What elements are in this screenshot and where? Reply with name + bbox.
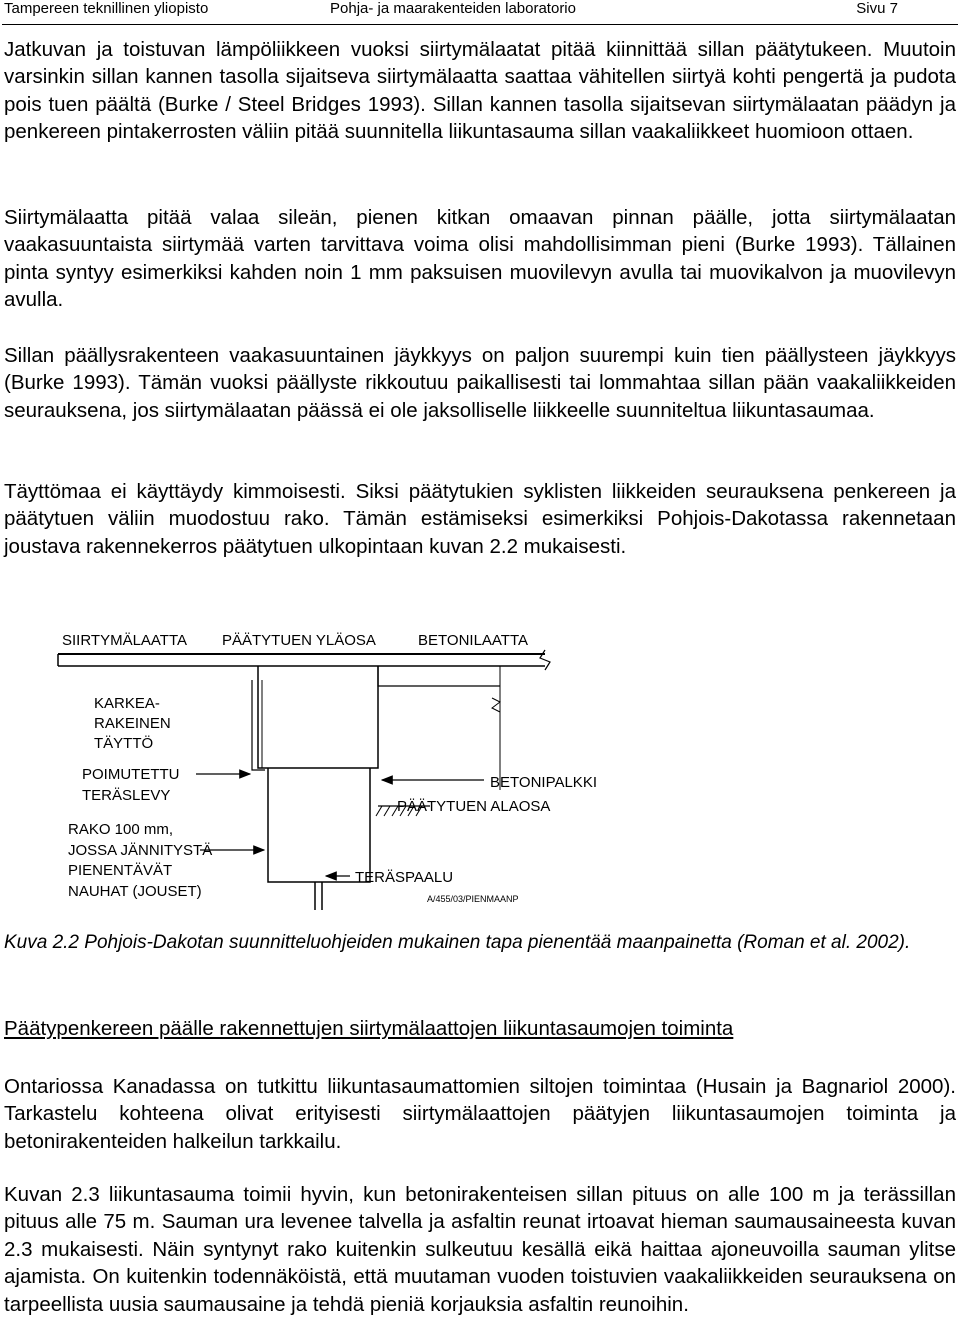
header-laboratory: Pohja- ja maarakenteiden laboratorio	[330, 0, 576, 17]
label-terasspaalu: TERÄSPAALU	[355, 869, 454, 886]
section-title: Päätypenkereen päälle rakennettujen siirtymälaattojen liikuntasaumojen toiminta	[4, 1017, 734, 1040]
figure-2-2-diagram	[0, 620, 960, 910]
label-rako-1: RAKO 100 mm,	[68, 821, 174, 838]
paragraph-2: Siirtymälaatta pitää valaa sileän, pienen kitkan omaavan pinnan päälle, jotta siirtymälaatan vaakasuuntaista siirtymää varten tarvittava voima olisi mahdollisimman pieni (Burke 1993). Tällainen pinta syntyy esimerkiksi kahden noin 1 mm paksuisen muovilevyn avulla tai muovikalvon ja muovilevyn avulla.	[4, 206, 956, 312]
abutment-diagram	[0, 620, 960, 910]
label-rako-4: NAUHAT (JOUSET)	[68, 883, 202, 900]
paragraph-6: Kuvan 2.3 liikuntasauma toimii hyvin, kun betonirakenteisen sillan pituus on alle 100 m ja terässillan pituus alle 75 m. Sauman ura levenee talvella ja asfaltin reunat irtoavat hieman saumausaineesta kuvan 2.3 mukaisesti. Näin syntynyt rako kuitenkin sulkeutuu kesällä eikä haittaa ajoneuvoilla sauman ylitse ajamista. On kuitenkin todennäköistä, että muutaman vuoden toistuvien vaakaliikkeiden seurauksena on tarpeellista uusia saumausaine ja tehdä pieniä korjauksia asfaltin reunoihin.	[4, 1183, 956, 1316]
label-paatytuen-alaosa: PÄÄTYTUEN ALAOSA	[397, 798, 551, 815]
label-siirtymalaatta: SIIRTYMÄLAATTA	[62, 632, 188, 649]
label-poimutettu-2: TERÄSLEVY	[82, 787, 171, 804]
paragraph-1: Jatkuvan ja toistuvan lämpöliikkeen vuoksi siirtymälaatat pitää kiinnittää sillan päätytukeen. Muutoin varsinkin sillan kannen tasolla sijaitseva siirtymälaatta saattaa vähitellen siirtyä kohti pengertä ja pudota pois tuen päältä (Burke / Steel Bridges 1993). Sillan kannen tasolla sijaitsevan siirtymälaatan päädyn ja penkereen pintakerrosten väliin pitää suunnitella liikuntasauma sillan vaakaliikkeet huomioon ottaen.	[4, 38, 956, 144]
label-paatytuen-ylaosa: PÄÄTYTUEN YLÄOSA	[222, 632, 376, 649]
abutment-upper	[258, 666, 378, 768]
figure-caption: Kuva 2.2 Pohjois-Dakotan suunnitteluohjeiden mukainen tapa pienentää maanpainetta (Roman et al. 2002).	[4, 932, 911, 953]
concrete-beam	[378, 666, 500, 686]
header-university: Tampereen teknillinen yliopisto	[4, 0, 209, 17]
header-page-number: Sivu 7	[856, 0, 898, 17]
label-betonipalkki: BETONIPALKKI	[490, 774, 597, 791]
figure-code: A/455/03/PIENMAANP	[427, 894, 519, 904]
label-betonilaatta: BETONILAATTA	[418, 632, 529, 649]
page-header	[0, 0, 960, 22]
label-karkea-1: KARKEA-	[94, 695, 160, 712]
label-rako-2: JOSSA JÄNNITYSTÄ	[68, 842, 213, 859]
abutment-lower	[268, 768, 370, 882]
label-rako-3: PIENENTÄVÄT	[68, 862, 173, 879]
paragraph-4: Täyttömaa ei käyttäydy kimmoisesti. Siksi päätytukien syklisten liikkeiden seurauksena penkereen ja päätytuen väliin muodostuu rako. Tämän estämiseksi esimerkiksi Pohjois-Dakotassa rakennetaan joustava rakennekerros päätytuen ulkopintaan kuvan 2.2 mukaisesti.	[4, 480, 956, 558]
paragraph-3: Sillan päällysrakenteen vaakasuuntainen jäykkyys on paljon suurempi kuin tien päällysteen jäykkyys (Burke 1993). Tämän vuoksi päällyste rikkoutuu paikallisesti tai lommahtaa sillan pään vaakaliikkeiden seurauksena, jos siirtymälaatan päässä ei ole jaksolliselle liikkeelle suunniteltua liikuntasaumaa.	[4, 344, 956, 422]
label-karkea-3: TÄYTTÖ	[94, 735, 154, 752]
header-divider	[2, 24, 958, 25]
label-karkea-2: RAKEINEN	[94, 715, 171, 732]
paragraph-5: Ontariossa Kanadassa on tutkittu liikuntasaumattomien siltojen toimintaa (Husain ja Bagnariol 2000). Tarkastelu kohteena olivat erityisesti siirtymälaattojen päätyjen liikuntasaumojen toiminta ja betonirakenteiden halkeilun tarkkailu.	[4, 1075, 956, 1153]
label-poimutettu-1: POIMUTETTU	[82, 766, 180, 783]
